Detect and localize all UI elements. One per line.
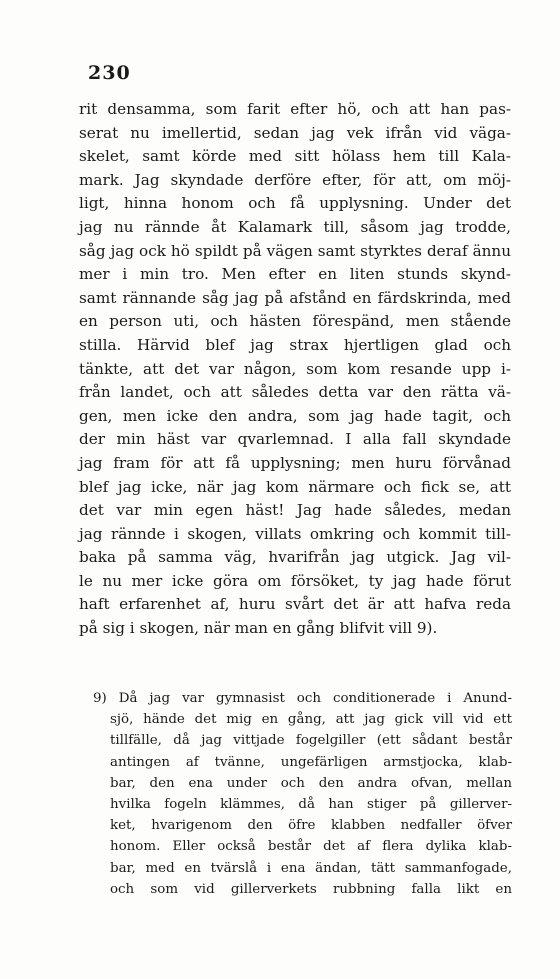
text-line: på sig i skogen, när man en gång blifvit vill 9).	[79, 619, 438, 638]
text-line: der min häst var qvarlemnad. I alla fall skyndade	[79, 430, 511, 449]
footnote-line: bar, den ena under och den andra ofvan, mellan	[110, 775, 512, 791]
footnote-line: och som vid gillerverkets rubbning falla likt en	[110, 881, 512, 897]
body-text	[79, 98, 511, 641]
footnote-line: antingen af tvänne, ungefärligen armstjocka, klab-	[110, 754, 512, 770]
text-line: gen, men icke den andra, som jag hade tagit, och	[79, 406, 511, 425]
text-line: le nu mer icke göra om försöket, ty jag hade förut	[79, 571, 511, 590]
footnote-line: 9) Då jag var gymnasist och conditionerade i Anund-	[93, 691, 512, 706]
text-line: mer i min tro. Men efter en liten stunds skynd-	[79, 265, 511, 284]
text-line: en person uti, och hästen förespänd, men stående	[79, 312, 511, 331]
text-line: såg jag ock hö spildt på vägen samt styrktes deraf ännu	[79, 241, 511, 260]
footnote-line: honom. Eller också består det af flera dylika klab-	[110, 839, 512, 855]
text-line: stilla. Härvid blef jag strax hjertligen glad och	[79, 335, 511, 354]
text-line: serat nu imellertid, sedan jag vek ifrån vid väga-	[79, 123, 511, 142]
page-number: 230	[88, 62, 131, 84]
footnote-line: bar, med en tvärslå i ena ändan, tätt sammanfogade,	[110, 860, 512, 876]
text-line: jag nu rännde åt Kalamark till, såsom jag trodde,	[79, 217, 511, 236]
text-line: ligt, hinna honom och få upplysning. Under det	[79, 194, 511, 213]
text-line: baka på samma väg, hvarifrån jag utgick. Jag vil-	[79, 548, 511, 567]
text-line: mark. Jag skyndade derföre efter, för att, om möj-	[79, 170, 511, 189]
text-line: tänkte, att det var någon, som kom resande upp i-	[79, 359, 511, 378]
footnote-line: hvilka fogeln klämmes, då han stiger på gillerver-	[110, 796, 512, 812]
text-line: jag fram för att få upplysning; men huru förvånad	[79, 453, 511, 472]
text-line: samt rännande såg jag på afstånd en färdskrinda, med	[79, 288, 511, 307]
text-line: skelet, samt körde med sitt hölass hem till Kala-	[79, 147, 511, 166]
footnote	[80, 688, 512, 900]
text-line: från landet, och att således detta var den rätta vä-	[79, 383, 511, 402]
footnote-line: tillfälle, då jag vittjade fogelgiller (ett sådant består	[110, 733, 512, 749]
footnote-line: sjö, hände det mig en gång, att jag gick vill vid ett	[110, 712, 512, 728]
text-line: rit densamma, som farit efter hö, och att han pas-	[79, 100, 511, 118]
text-line: haft erfarenhet af, huru svårt det är att hafva reda	[79, 595, 511, 614]
footnote-line: ket, hvarigenom den öfre klabben nedfaller öfver	[110, 818, 512, 834]
text-line: jag rännde i skogen, villats omkring och kommit till-	[79, 524, 511, 543]
text-line: blef jag icke, när jag kom närmare och fick se, att	[79, 477, 511, 496]
text-line: det var min egen häst! Jag hade således, medan	[79, 501, 511, 520]
